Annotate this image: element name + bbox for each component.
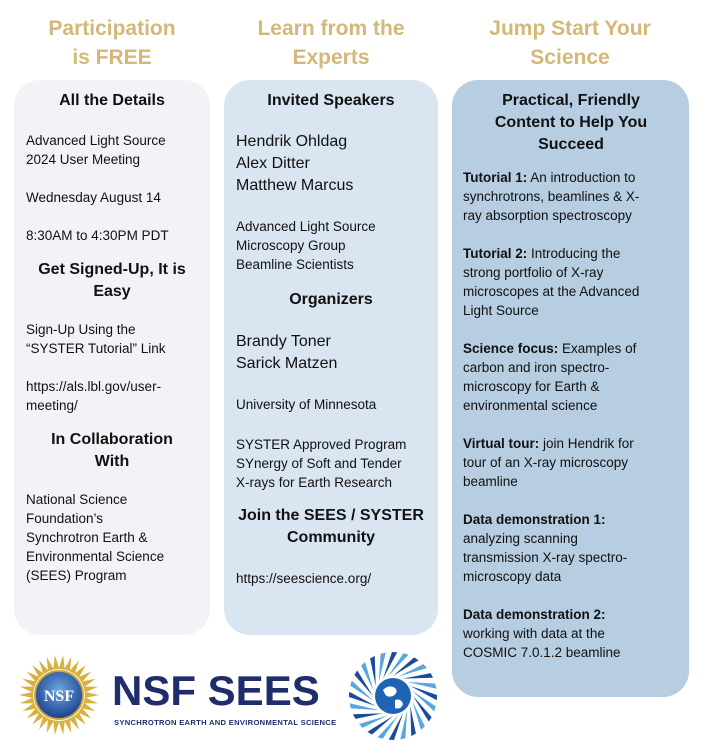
join-title-line: Join the SEES / SYSTER [238, 507, 424, 524]
heading-participation [7, 14, 217, 72]
speaker-name: Matthew Marcus [236, 177, 354, 194]
signup-title-line: Get Signed-Up, It is [38, 261, 186, 278]
join-title-line: Community [287, 529, 375, 546]
join-title [236, 505, 426, 549]
content-item-line: ray absorption spectroscopy [463, 208, 632, 223]
heading-experts [226, 14, 436, 72]
collab-line: Synchrotron Earth & [26, 530, 148, 545]
organizers-title: Organizers [289, 291, 373, 308]
content-title [463, 90, 679, 156]
content-item-label: Data demonstration 1: [463, 512, 606, 527]
signup-url-line[interactable]: https://als.lbl.gov/user- [26, 379, 162, 394]
heading-jump-start [465, 14, 675, 72]
content-item-line: transmission X-ray spectro- [463, 550, 628, 565]
nsf-seal-text: NSF [43, 688, 75, 705]
content-item-line: strong portfolio of X-ray [463, 265, 604, 280]
details-panel [14, 80, 210, 635]
program-line: SYnergy of Soft and Tender [236, 456, 402, 471]
collab-title-line: With [94, 453, 130, 470]
content-item-first-line [463, 339, 679, 358]
content-item-label: Science focus: [463, 341, 559, 356]
content-item [463, 605, 679, 662]
content-item [463, 244, 679, 320]
event-time: 8:30AM to 4:30PM PDT [26, 228, 169, 243]
collab-line: Foundation’s [26, 511, 104, 526]
speakers-affiliation [236, 217, 426, 274]
event-date: Wednesday August 14 [26, 190, 161, 205]
content-item [463, 434, 679, 491]
signup-line: “SYSTER Tutorial” Link [26, 341, 166, 356]
organizer-name: Brandy Toner [236, 333, 331, 350]
program-line: SYSTER Approved Program [236, 437, 407, 452]
collab-title-line: In Collaboration [51, 431, 173, 448]
heading-line: is FREE [72, 46, 152, 69]
content-item-text: Introducing the [527, 246, 621, 261]
content-item-line: COSMIC 7.0.1.2 beamline [463, 645, 621, 660]
speakers-title: Invited Speakers [267, 92, 395, 109]
signup-title-line: Easy [93, 283, 131, 300]
heading-line: Science [530, 46, 610, 69]
heading-line: Participation [48, 17, 176, 40]
content-title-line: Practical, Friendly [502, 92, 640, 109]
affil-line: Advanced Light Source [236, 219, 376, 234]
speaker-name: Alex Ditter [236, 155, 310, 172]
content-item-first-line [463, 168, 679, 187]
content-item-line: environmental science [463, 398, 598, 413]
collab-text [26, 490, 198, 585]
content-item [463, 168, 679, 225]
content-item-line: microscopes at the Advanced [463, 284, 640, 299]
collab-line: Environmental Science [26, 549, 165, 564]
details-title: All the Details [59, 92, 165, 109]
content-item-text: join Hendrik for [539, 436, 634, 451]
content-item-label: Tutorial 2: [463, 246, 528, 261]
event-name [26, 131, 198, 169]
content-item-label: Data demonstration 2: [463, 607, 606, 622]
content-item [463, 510, 679, 586]
affil-line: Microscopy Group [236, 238, 346, 253]
content-item-line: tour of an X-ray microscopy [463, 455, 629, 470]
join-link[interactable]: https://seescience.org/ [236, 571, 372, 586]
event-line: 2024 User Meeting [26, 152, 141, 167]
affil-line: Beamline Scientists [236, 257, 354, 272]
content-item-line: microscopy data [463, 569, 562, 584]
heading-line: Jump Start Your [489, 17, 651, 40]
content-item-line: microscopy for Earth & [463, 379, 600, 394]
sees-globe-icon [347, 650, 439, 742]
content-item-line: working with data at the [463, 626, 605, 641]
content-panel [452, 80, 689, 697]
content-item-line: beamline [463, 474, 518, 489]
content-list [463, 168, 679, 662]
content-title-line: Content to Help You [494, 114, 648, 131]
organizer-list [236, 331, 426, 375]
content-item-line: synchrotrons, beamlines & X- [463, 189, 640, 204]
content-item-first-line [463, 434, 679, 453]
sees-wordmark: NSF SEES [112, 667, 320, 714]
content-item-label: Tutorial 1: [463, 170, 528, 185]
program-line: X-rays for Earth Research [236, 475, 393, 490]
content-item [463, 339, 679, 415]
content-item-line: Light Source [463, 303, 539, 318]
content-item-label: Virtual tour: [463, 436, 540, 451]
signup-text [26, 320, 198, 358]
content-item-line: carbon and iron spectro- [463, 360, 610, 375]
content-item-first-line [463, 605, 679, 624]
signup-line: Sign-Up Using the [26, 322, 136, 337]
event-line: Advanced Light Source [26, 133, 166, 148]
content-item-first-line [463, 510, 679, 529]
speaker-name: Hendrik Ohldag [236, 133, 348, 150]
signup-title [26, 259, 198, 303]
organizer-name: Sarick Matzen [236, 355, 338, 372]
organizer-affiliation: University of Minnesota [236, 397, 377, 412]
speaker-list [236, 131, 426, 197]
heading-line: Learn from the [257, 17, 405, 40]
signup-url-line[interactable]: meeting/ [26, 398, 78, 413]
collab-line: (SEES) Program [26, 568, 127, 583]
logo-strip [14, 650, 444, 745]
nsf-seal-icon [18, 654, 100, 736]
content-item-line: analyzing scanning [463, 531, 578, 546]
heading-line: Experts [292, 46, 370, 69]
collab-title [26, 429, 198, 473]
content-title-line: Succeed [538, 136, 604, 153]
program-text [236, 435, 426, 492]
collab-line: National Science [26, 492, 128, 507]
speakers-panel [224, 80, 438, 635]
signup-link[interactable] [26, 377, 198, 415]
sees-tagline: SYNCHROTRON EARTH AND ENVIRONMENTAL SCIENCE [114, 718, 337, 727]
content-item-text: Examples of [558, 341, 637, 356]
content-item-text: An introduction to [527, 170, 636, 185]
content-item-first-line [463, 244, 679, 263]
